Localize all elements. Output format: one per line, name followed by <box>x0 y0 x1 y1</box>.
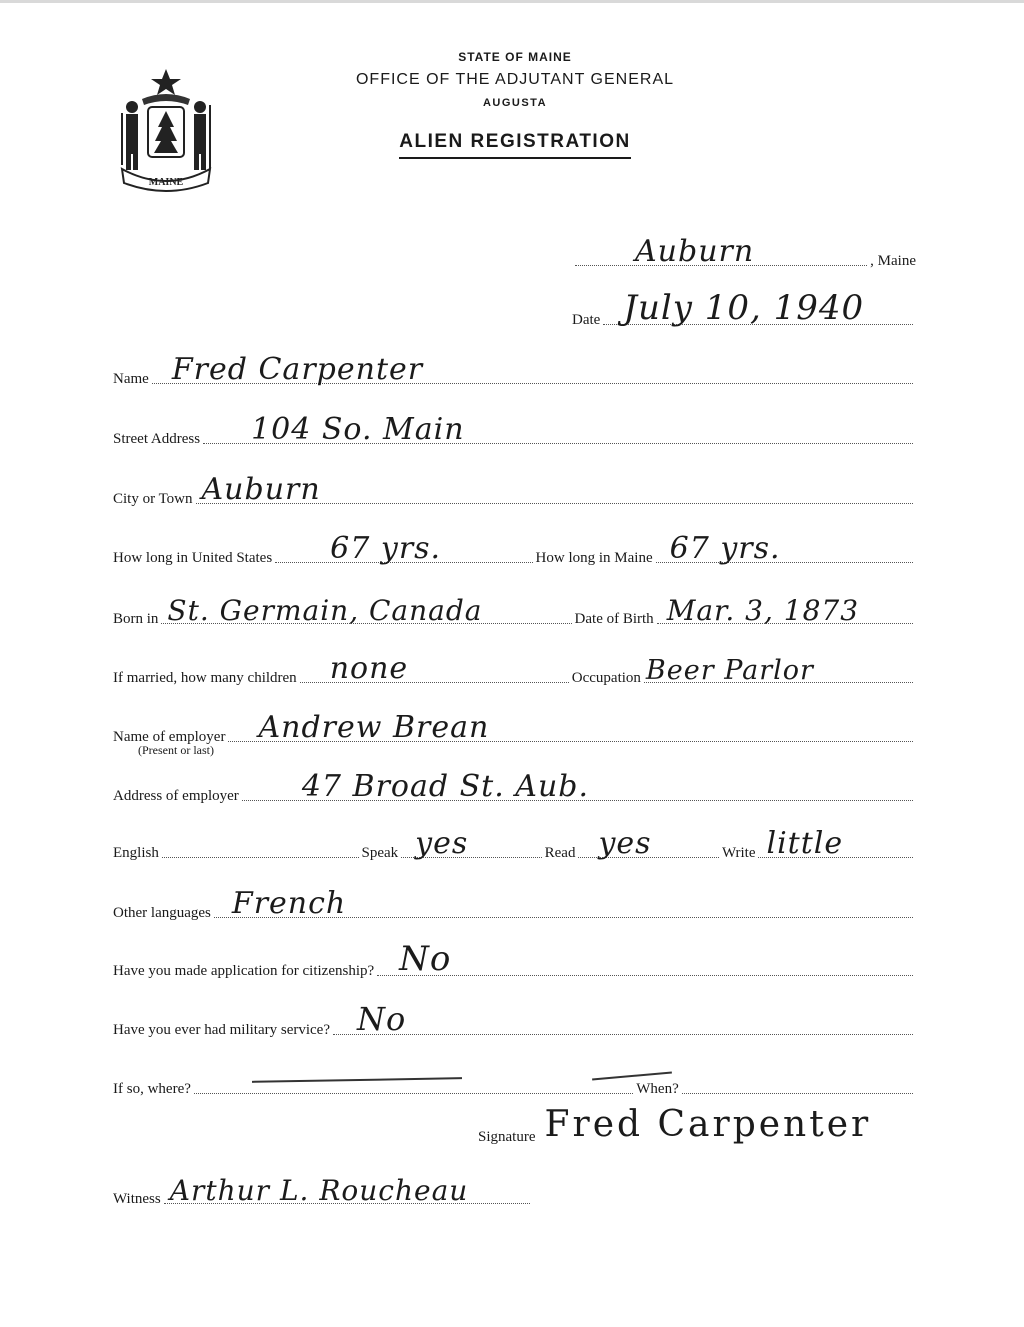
name-label: Name <box>113 371 149 387</box>
occupation-value: Beer Parlor <box>645 655 814 686</box>
children-value: none <box>329 651 409 686</box>
occupation-field[interactable] <box>644 642 913 686</box>
military-value: No <box>357 1000 407 1038</box>
english-label: English <box>113 845 159 861</box>
town-row <box>572 231 916 271</box>
employer-row <box>113 707 916 747</box>
born-in-label: Born in <box>113 611 159 627</box>
street-field[interactable] <box>203 403 913 447</box>
how-long-us-field[interactable] <box>275 522 532 566</box>
where-label: If so, where? <box>113 1081 191 1097</box>
military-field[interactable] <box>333 994 913 1038</box>
form-title: ALIEN REGISTRATION <box>399 131 630 159</box>
other-languages-field[interactable] <box>214 877 913 921</box>
write-label: Write <box>721 845 756 861</box>
how-long-maine-label: How long in Maine <box>535 550 653 566</box>
signature-label: Signature <box>478 1129 536 1145</box>
other-languages-label: Other languages <box>113 905 211 921</box>
employer-address-label: Address of employer <box>113 788 239 804</box>
citizenship-label: Have you made application for citizenship? <box>113 963 375 979</box>
seal-banner-text: MAINE <box>148 177 184 188</box>
employer-value: Andrew Brean <box>258 710 490 745</box>
speak-field[interactable] <box>401 817 541 861</box>
header-state: STATE OF MAINE <box>458 50 572 64</box>
witness-field[interactable] <box>164 1163 530 1207</box>
header-office: OFFICE OF THE ADJUTANT GENERAL <box>355 71 675 88</box>
military-row <box>113 1000 916 1040</box>
read-label: Read <box>544 845 576 861</box>
how-long-us-label: How long in United States <box>113 550 273 566</box>
maine-state-seal-icon <box>112 65 220 193</box>
date-of-birth-value: Mar. 3, 1873 <box>666 594 860 627</box>
where-when-row <box>113 1059 916 1099</box>
date-field[interactable] <box>603 284 913 328</box>
how-long-maine-field[interactable] <box>656 522 913 566</box>
name-value: Fred Carpenter <box>171 352 424 387</box>
city-value: Auburn <box>201 472 321 507</box>
employer-field[interactable] <box>228 701 913 745</box>
born-in-field[interactable] <box>161 583 571 627</box>
military-label: Have you ever had military service? <box>113 1022 330 1038</box>
date-value: July 10, 1940 <box>623 288 865 328</box>
date-of-birth-field[interactable] <box>657 583 913 627</box>
signature-row <box>478 1104 916 1147</box>
employer-sublabel: (Present or last) <box>138 743 214 757</box>
english-gap <box>162 817 359 858</box>
children-row <box>113 648 916 688</box>
speak-label: Speak <box>361 845 399 861</box>
write-field[interactable] <box>758 817 913 861</box>
how-long-us-value: 67 yrs. <box>330 531 442 566</box>
citizenship-field[interactable] <box>377 935 913 979</box>
occupation-label: Occupation <box>571 670 641 686</box>
write-value: little <box>766 826 844 861</box>
how-long-row <box>113 528 916 568</box>
signature-value: Fred Carpenter <box>544 1104 872 1145</box>
maine-suffix-label: , Maine <box>870 253 916 269</box>
born-in-value: St. Germain, Canada <box>167 594 483 627</box>
name-field[interactable] <box>152 343 913 387</box>
header-city: AUGUSTA <box>482 97 548 109</box>
city-label: City or Town <box>113 491 193 507</box>
children-label: If married, how many children <box>113 670 297 686</box>
street-label: Street Address <box>113 431 201 447</box>
date-row <box>572 290 916 330</box>
citizenship-row <box>113 941 916 981</box>
employer-address-field[interactable] <box>242 760 913 804</box>
city-row <box>113 469 916 509</box>
employer-address-value: 47 Broad St. Aub. <box>301 769 590 804</box>
read-field[interactable] <box>578 817 718 861</box>
street-value: 104 So. Main <box>251 412 465 447</box>
read-value: yes <box>598 826 652 861</box>
witness-row <box>113 1169 533 1209</box>
signature-field[interactable] <box>539 1101 914 1145</box>
employer-label: Name of employer <box>113 729 226 745</box>
english-row <box>113 823 916 863</box>
when-label: When? <box>636 1081 679 1097</box>
form-header <box>300 50 730 159</box>
witness-value: Arthur L. Roucheau <box>169 1174 469 1207</box>
town-field[interactable] <box>575 225 867 269</box>
date-label: Date <box>572 312 601 328</box>
city-field[interactable] <box>196 463 913 507</box>
employer-address-row <box>113 766 916 806</box>
street-row <box>113 409 916 449</box>
witness-label: Witness <box>113 1191 161 1207</box>
town-value: Auburn <box>635 234 755 269</box>
other-languages-value: French <box>231 886 347 921</box>
name-row <box>113 349 916 389</box>
where-field[interactable] <box>194 1053 633 1094</box>
children-field[interactable] <box>300 642 569 686</box>
birth-row <box>113 589 916 629</box>
when-field[interactable] <box>682 1053 913 1094</box>
speak-value: yes <box>415 826 469 861</box>
how-long-maine-value: 67 yrs. <box>669 531 781 566</box>
date-of-birth-label: Date of Birth <box>574 611 654 627</box>
other-languages-row <box>113 883 916 923</box>
citizenship-value: No <box>399 939 452 979</box>
